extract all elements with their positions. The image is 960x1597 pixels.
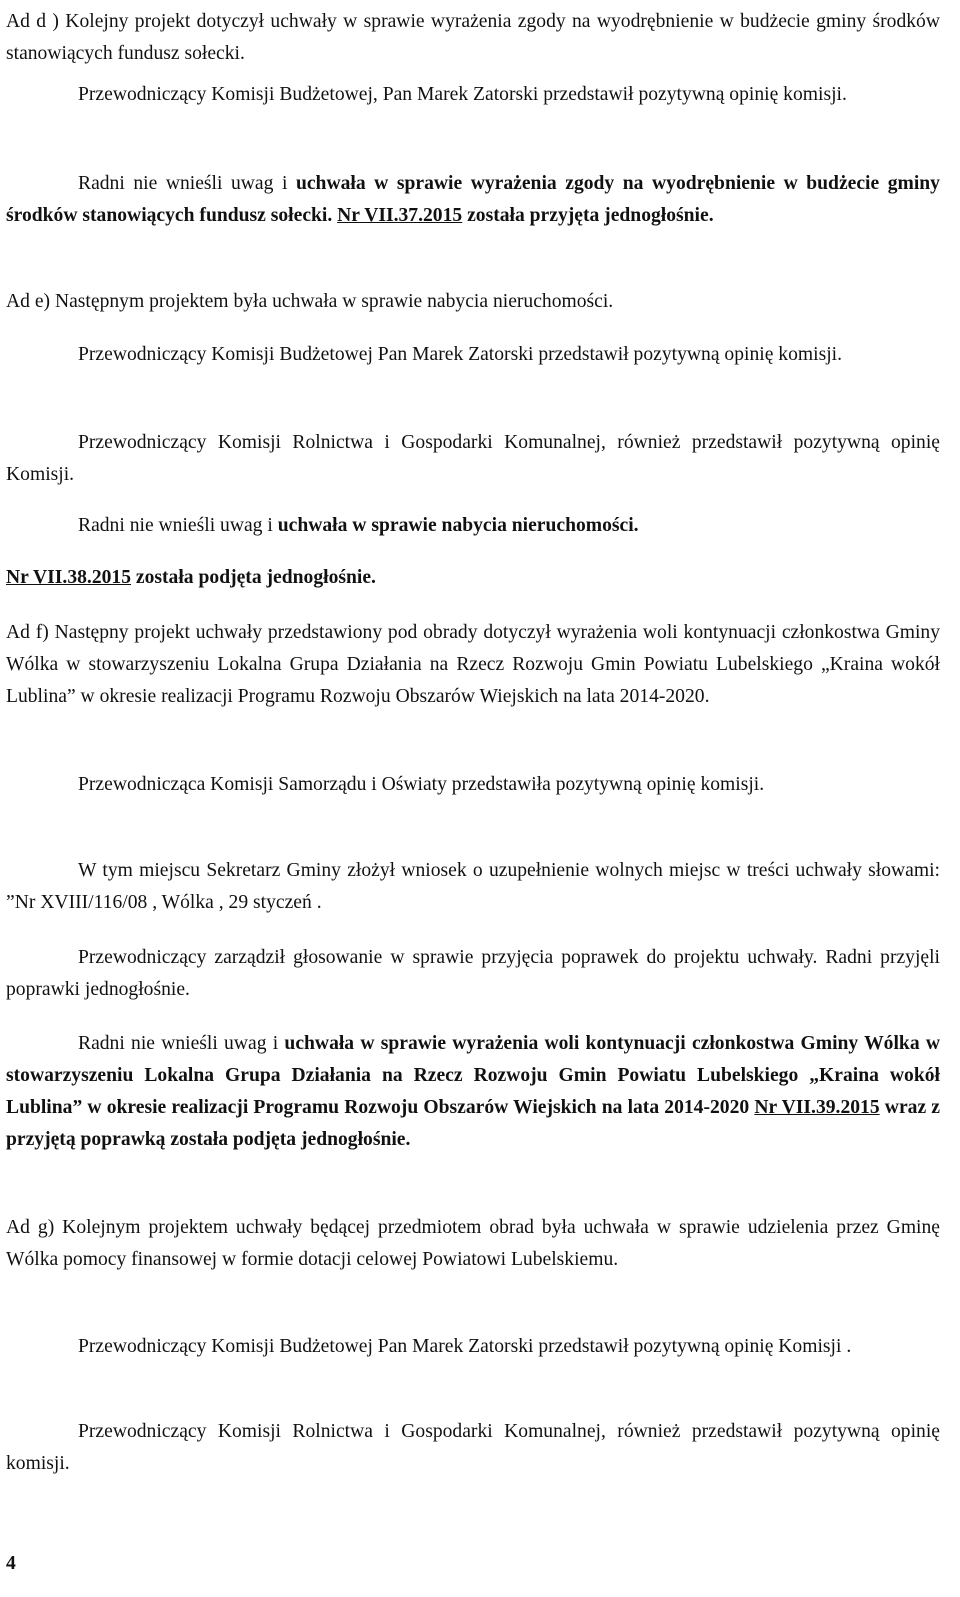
paragraph-ad-e <box>6 286 940 318</box>
paragraph-ad-f <box>6 617 940 713</box>
paragraph-resolution-38-result <box>6 562 940 594</box>
resolution-result: została podjęta jednogłośnie. <box>131 567 376 588</box>
paragraph-text: Przewodniczący Komisji Budżetowej Pan Marek Zatorski przedstawił pozytywną opinię komisji. <box>78 344 842 365</box>
paragraph-budget-opinion-3 <box>6 1331 940 1363</box>
lead-text: Radni nie wnieśli uwag i <box>78 515 278 536</box>
paragraph-agriculture-opinion-2 <box>6 1416 940 1480</box>
lead-text: Radni nie wnieśli uwag i <box>78 173 296 194</box>
paragraph-resolution-37 <box>6 168 940 232</box>
paragraph-text: Przewodniczący Komisji Rolnictwa i Gospodarki Komunalnej, również przedstawił pozytywną opinię komisji. <box>6 1421 940 1474</box>
paragraph-ad-d <box>6 6 940 70</box>
paragraph-text: Ad g) Kolejnym projektem uchwały będącej przedmiotem obrad była uchwała w sprawie udzielenia przez Gminę Wólka pomocy finansowej w formie dotacji celowej Powiatowi Lubelskiemu. <box>6 1217 940 1270</box>
resolution-result: została przyjęta jednogłośnie. <box>462 205 714 226</box>
paragraph-agriculture-opinion-1 <box>6 427 940 491</box>
paragraph-amendment-vote <box>6 942 940 1006</box>
paragraph-text <box>6 510 940 542</box>
resolution-title: uchwała w sprawie wyrażenia woli kontynuacji członkostwa Gminy Wólka w stowarzyszeniu Lokalna Grupa Działania na Rzecz Rozwoju Gmin Powiatu Lubelskiego „Kraina wokół Lublina” w okresie realizacji Programu Rozwoju Obszarów Wiejskich na lata 2014-2020 <box>6 1033 941 1118</box>
resolution-number: Nr VII.38.2015 <box>6 567 132 588</box>
paragraph-education-opinion <box>6 769 940 801</box>
paragraph-budget-opinion-1 <box>6 79 940 111</box>
paragraph-resolution-38-title <box>6 510 940 542</box>
page-number: 4 <box>6 1553 16 1574</box>
paragraph-text <box>6 168 940 232</box>
paragraph-ad-g <box>6 1212 940 1276</box>
paragraph-resolution-39 <box>6 1028 940 1156</box>
paragraph-text <box>6 1028 940 1156</box>
resolution-number: Nr VII.37.2015 <box>337 205 463 226</box>
paragraph-text: W tym miejscu Sekretarz Gminy złożył wniosek o uzupełnienie wolnych miejsc w treści uchwały słowami: ”Nr XVIII/116/08 , Wólka , 29 styczeń . <box>6 860 940 913</box>
paragraph-text: Przewodnicząca Komisji Samorządu i Oświaty przedstawiła pozytywną opinię komisji. <box>78 774 765 795</box>
paragraph-text: Przewodniczący zarządził głosowanie w sprawie przyjęcia poprawek do projektu uchwały. Radni przyjęli poprawki jednogłośnie. <box>6 947 940 1000</box>
resolution-title: uchwała w sprawie wyrażenia zgody na wyodrębnienie w budżecie gminy środków stanowiących fundusz sołecki. <box>6 173 940 226</box>
paragraph-text: Ad d ) Kolejny projekt dotyczył uchwały w sprawie wyrażenia zgody na wyodrębnienie w budżecie gminy środków stanowiących fundusz sołecki. <box>6 11 940 64</box>
paragraph-text <box>6 562 940 594</box>
resolution-number: Nr VII.39.2015 <box>754 1097 880 1118</box>
paragraph-text: Ad f) Następny projekt uchwały przedstawiony pod obrady dotyczył wyrażenia woli kontynuacji członkostwa Gminy Wólka w stowarzyszeniu Lokalna Grupa Działania na Rzecz Rozwoju Gmin Powiatu Lubelskiego „Kraina wokół Lublina” w okresie realizacji Programu Rozwoju Obszarów Wiejskich na lata 2014-2020. <box>6 622 940 707</box>
paragraph-text: Ad e) Następnym projektem była uchwała w sprawie nabycia nieruchomości. <box>6 291 614 312</box>
resolution-result: wraz z przyjętą poprawką została podjęta jednogłośnie. <box>6 1097 941 1150</box>
paragraph-text: Przewodniczący Komisji Rolnictwa i Gospodarki Komunalnej, również przedstawił pozytywną opinię Komisji. <box>6 432 940 485</box>
resolution-title: uchwała w sprawie nabycia nieruchomości. <box>277 515 639 536</box>
paragraph-secretary-motion <box>6 855 940 919</box>
lead-text: Radni nie wnieśli uwag i <box>78 1033 285 1054</box>
paragraph-text: Przewodniczący Komisji Budżetowej Pan Marek Zatorski przedstawił pozytywną opinię Komisji . <box>78 1336 852 1357</box>
paragraph-text: Przewodniczący Komisji Budżetowej, Pan Marek Zatorski przedstawił pozytywną opinię komisji. <box>78 84 847 105</box>
paragraph-budget-opinion-2 <box>6 339 940 371</box>
